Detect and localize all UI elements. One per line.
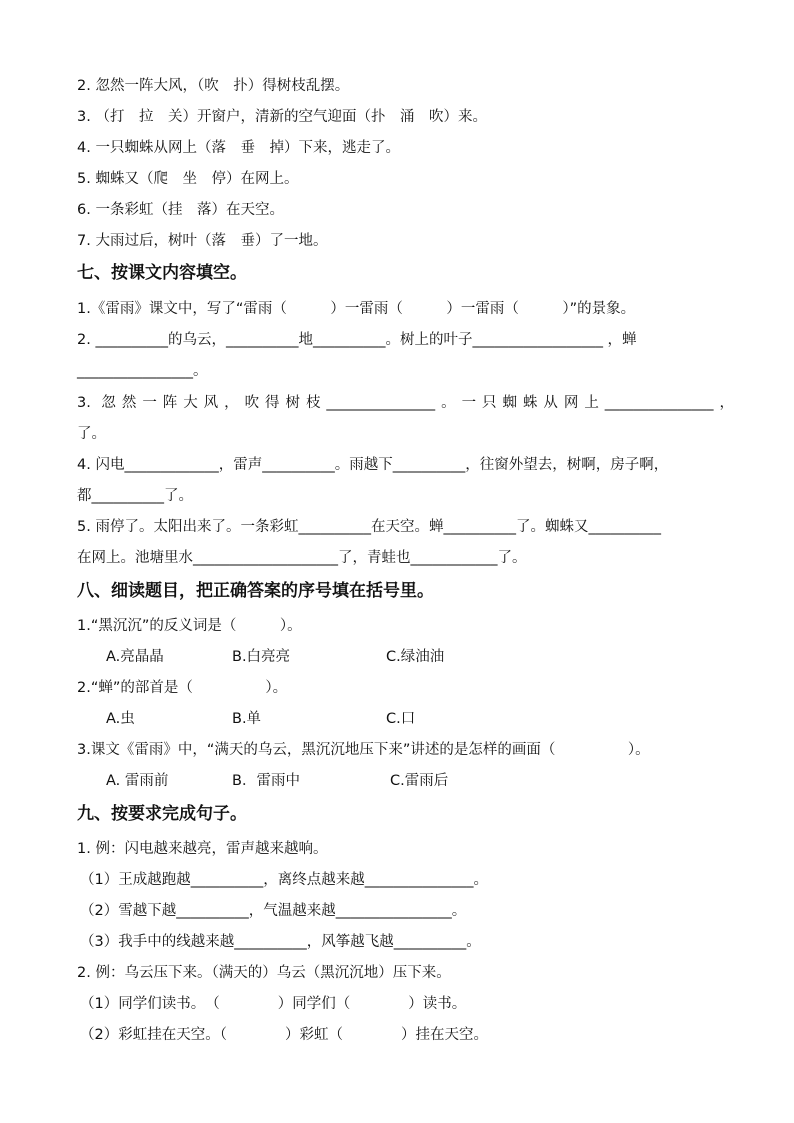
s6-item-3: 3. （打 拉 关）开窗户，清新的空气迎面（扑 涌 吹）来。 (77, 109, 487, 125)
s7-q5-line1: 5. 雨停了。太阳出来了。一条彩虹__________在天空。蝉__________了。蜘蛛又__________ (77, 519, 661, 535)
s9-ex1-item-2: （2）雪越下越__________，气温越来越________________。 (80, 903, 467, 919)
s9-ex1-item-3: （3）我手中的线越来越__________，风筝越飞越__________。 (80, 934, 481, 950)
s7-q4-line1: 4. 闪电_____________，雷声__________。雨越下__________，往窗外望去，树啊，房子啊， (77, 457, 669, 473)
s9-ex2-item-2: （2）彩虹挂在天空。（ ）彩虹（ ）挂在天空。 (80, 1027, 488, 1043)
s7-q3-line1: 3. 忽然一阵大风，吹得树枝_______________。一只蜘蛛从网上_______________， (77, 395, 734, 411)
section-7-heading: 七、按课文内容填空。 (77, 263, 247, 283)
s8-q3-option-b: B．雷雨中 (232, 773, 300, 789)
s6-item-2: 2. 忽然一阵大风，（吹 扑）得树枝乱摆。 (77, 78, 350, 94)
s7-q1: 1.《雷雨》课文中，写了“雷雨（ ）一雷雨（ ）一雷雨（ ）”的景象。 (77, 301, 636, 317)
s8-q3: 3.课文《雷雨》中，“满天的乌云，黑沉沉地压下来”讲述的是怎样的画面（ ）。 (77, 742, 650, 758)
s8-q3-option-c: C.雷雨后 (390, 773, 449, 789)
s7-q5-line2: 在网上。池塘里水____________________了，青蛙也____________了。 (77, 550, 527, 566)
s6-item-5: 5. 蜘蛛又（爬 坐 停）在网上。 (77, 171, 299, 187)
s8-q2-option-b: B.单 (232, 711, 262, 727)
section-9-heading: 九、按要求完成句子。 (77, 804, 247, 824)
s7-q4-line2: 都__________了。 (77, 488, 193, 504)
s8-q2-option-a: A.虫 (106, 711, 135, 727)
s6-item-7: 7. 大雨过后，树叶（落 垂）了一地。 (77, 233, 328, 249)
s9-ex1-item-1: （1）王成越跑越__________，离终点越来越_______________。 (80, 872, 488, 888)
s8-q3-option-a: A. 雷雨前 (106, 773, 169, 789)
s9-example-2: 2. 例：乌云压下来。（满天的）乌云（黑沉沉地）压下来。 (77, 965, 451, 981)
s8-q2-option-c: C.口 (386, 711, 416, 727)
s8-q1-option-b: B.白亮亮 (232, 649, 291, 665)
s8-q1-option-c: C.绿油油 (386, 649, 445, 665)
s6-item-4: 4. 一只蜘蛛从网上（落 垂 掉）下来，逃走了。 (77, 140, 400, 156)
s7-q3-line2: 了。 (77, 426, 106, 442)
s9-ex2-item-1: （1）同学们读书。 （ ）同学们（ ）读书。 (80, 996, 467, 1012)
s8-q2: 2.“蝉”的部首是（ ）。 (77, 680, 288, 696)
section-8-heading: 八、细读题目，把正确答案的序号填在括号里。 (77, 581, 434, 601)
s7-q2-line1: 2. __________的乌云，__________地__________。树上的叶子__________________ ，蝉 (77, 332, 637, 348)
s6-item-6: 6. 一条彩虹（挂 落）在天空。 (77, 202, 284, 218)
s7-q2-line2: ________________。 (77, 363, 208, 379)
s8-q1: 1.“黑沉沉”的反义词是（ ）。 (77, 618, 302, 634)
s9-example-1: 1. 例：闪电越来越亮，雷声越来越响。 (77, 841, 328, 857)
s8-q1-option-a: A.亮晶晶 (106, 649, 164, 665)
